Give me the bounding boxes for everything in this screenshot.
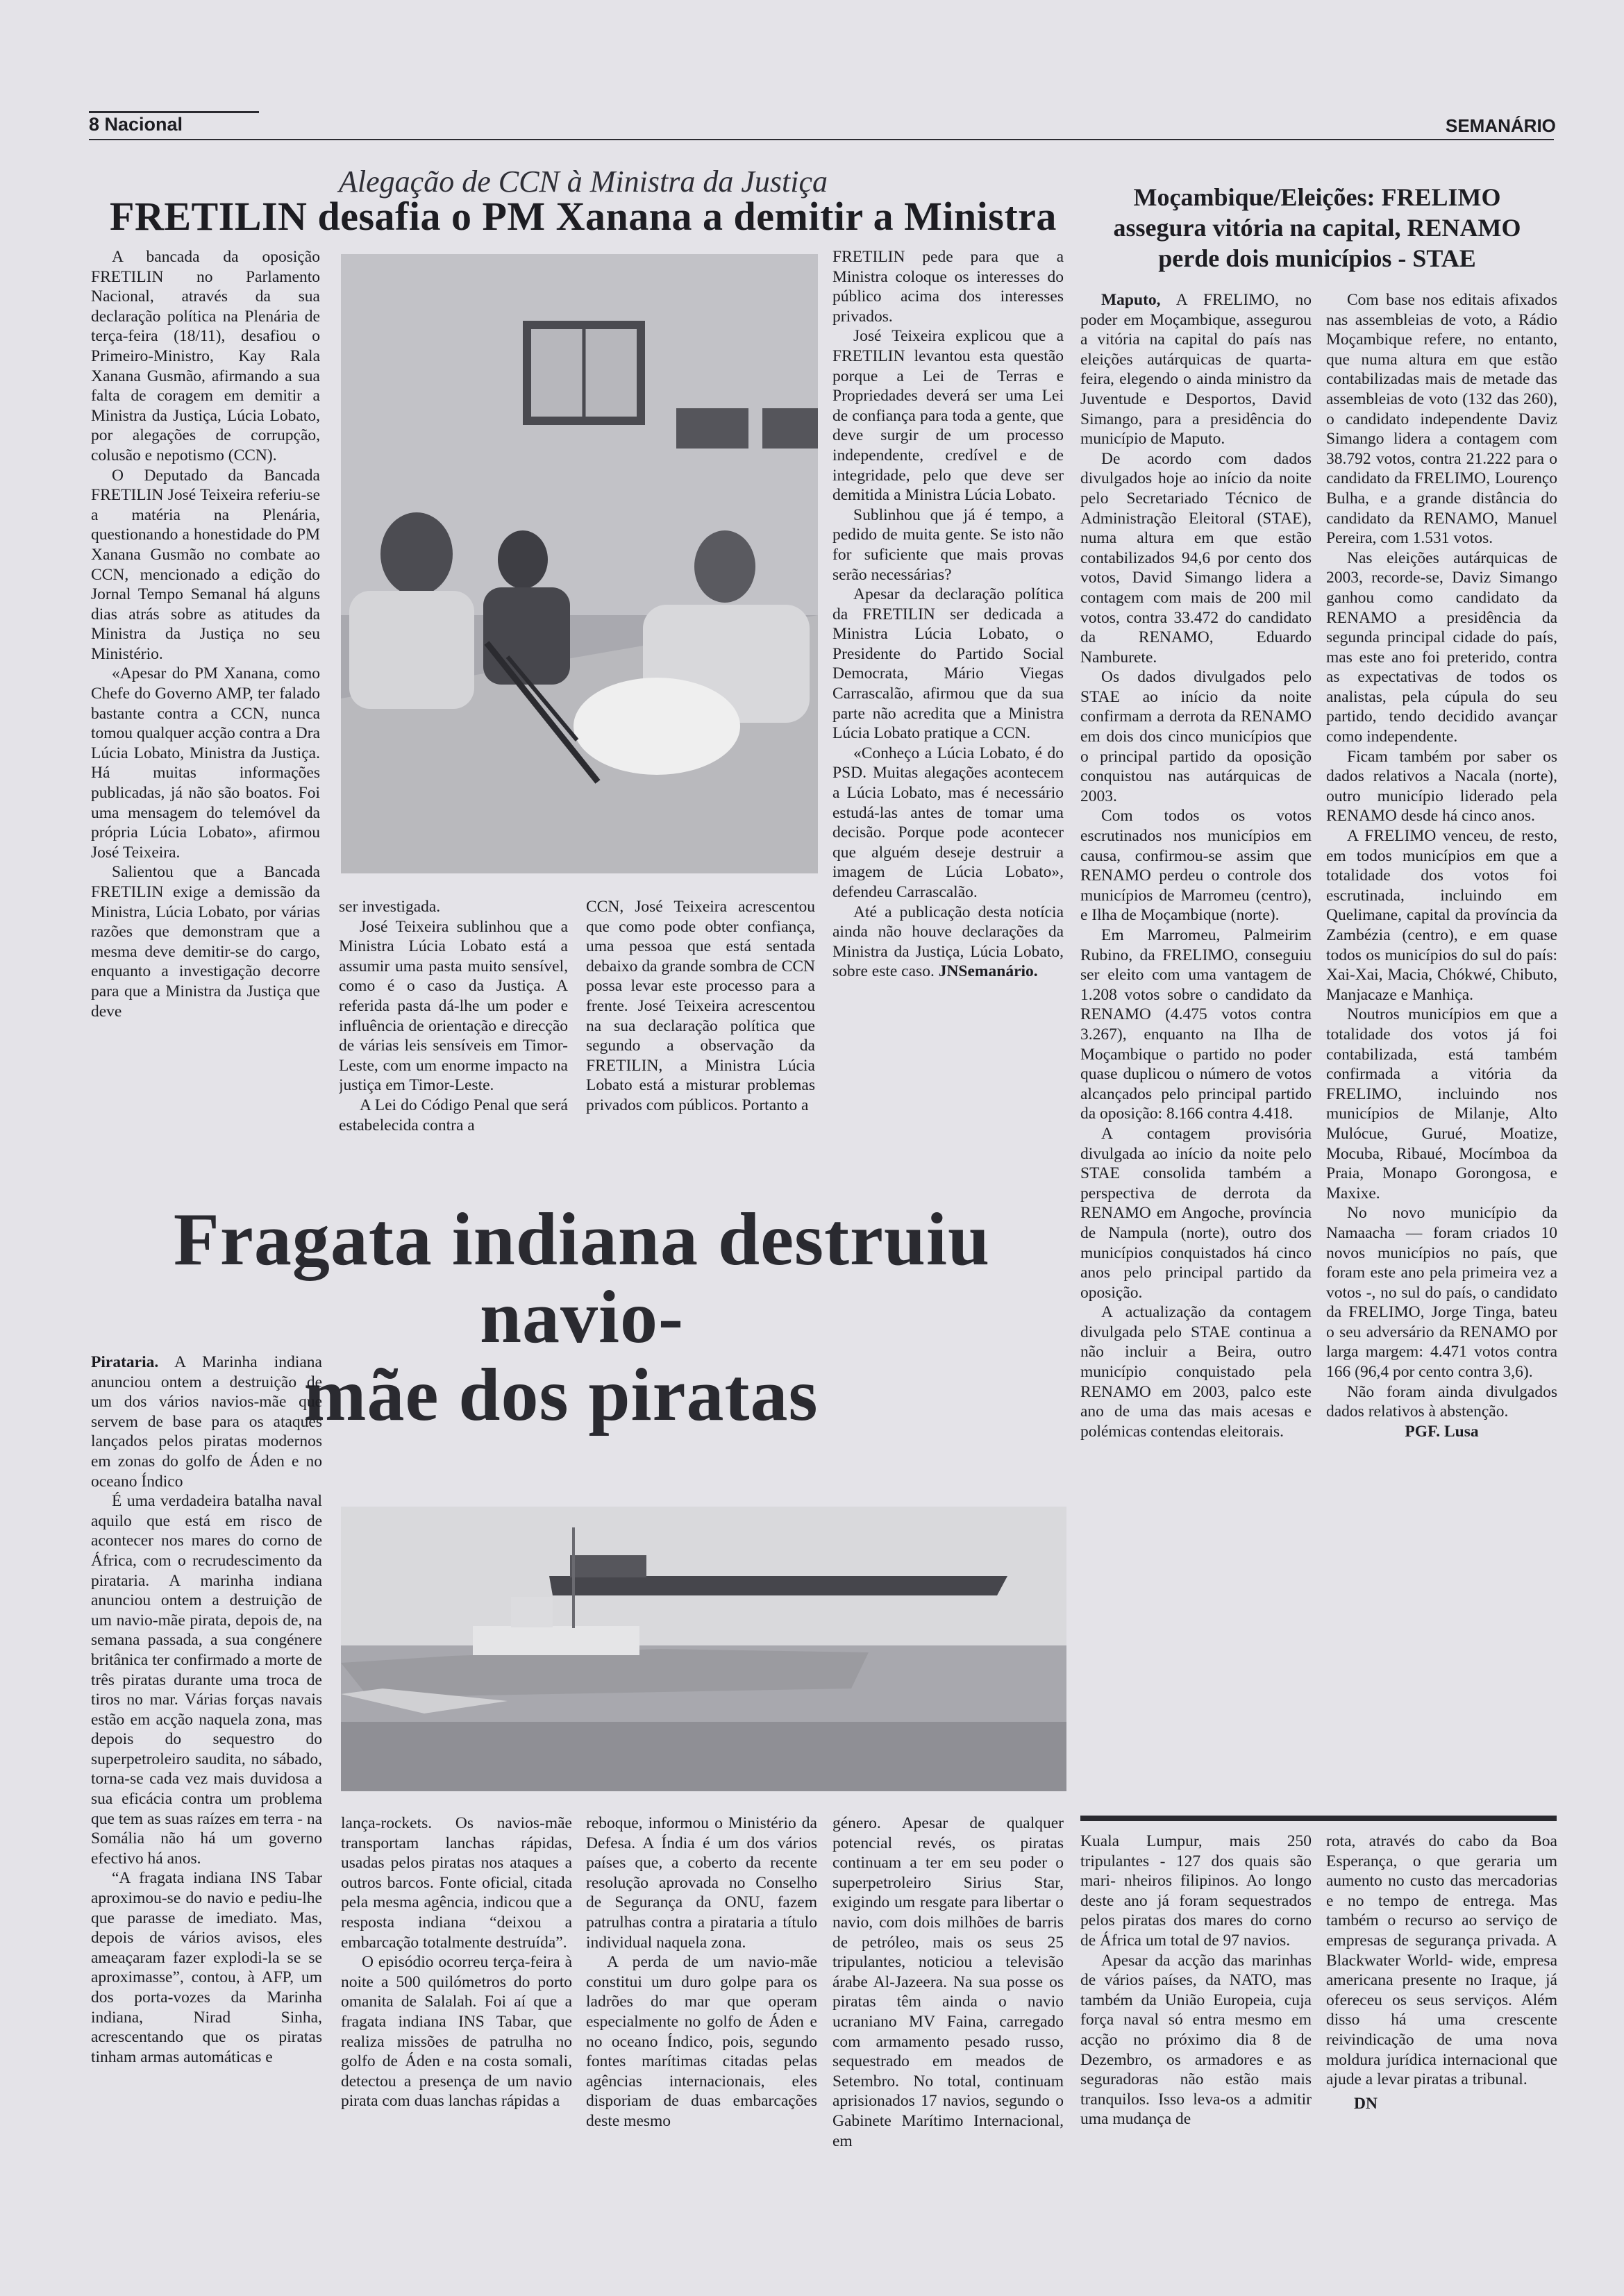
article2-headline (1078, 182, 1557, 274)
paragraph: «Apesar do PM Xanana, como Chefe do Governo AMP, ter falado bastante contra a CCN, nunca tomou qualquer acção contra a Dra Lúcia Lobato, Ministra da Justiça. Há muitas informações publicadas, já não são boatos. Foi uma mensagem do telemóvel da própria Lúcia Lobato», afirmou José Teixeira. (91, 664, 320, 862)
article1-headline: FRETILIN desafia o PM Xanana a demitir a Ministra (110, 194, 1057, 239)
paragraph: Pirataria. A Marinha indiana anunciou ontem a destruição de um dos vários navios-mãe que servem de base para os ataques lançados pelos piratas modernos em zonas do golfo de Áden e no oceano Índico (91, 1353, 322, 1491)
paragraph: A actualização da contagem divulgada pelo STAE continua a não incluir a Beira, outro município conquistado pela RENAMO em 2003, palco este ano de uma das mais acesas e polémicas contendas eleitorais. (1080, 1303, 1312, 1441)
article1-col4 (832, 247, 1064, 1182)
paragraph: O episódio ocorreu terça-feira à noite a 500 quilómetros do porto omanita de Salalah. Foi aí que a fragata indiana INS Tabar, que realiza missões de patrulha no golfo de Áden e na costa somali, detectou a presença de um navio pirata com duas lanchas rápidas a (341, 1953, 572, 2111)
meeting-photo-graphic (341, 254, 818, 873)
paragraph: “A fragata indiana INS Tabar aproximou-se do navio e pediu-lhe que parasse de imediato. Mas, depois de vários avisos, eles ameaçaram fazer explodi-la se se aproximasse”, contou, à AFP, um dos porta-vozes da Marinha indiana, Nirad Sinha, acrescentando que os piratas tinham armas automáticas e (91, 1869, 322, 2066)
paragraph: «Conheço a Lúcia Lobato, é do PSD. Muitas alegações acontecem a Lúcia Lobato, mas é necessário estudá-las antes de tomar uma decisão. Porque pode acontecer que alguém deseje destruir a imagem de Lúcia Lobato», defendeu Carrascalão. (832, 744, 1064, 901)
paragraph: Apesar da acção das marinhas de vários países, da NATO, mas também da União Europeia, cuja força naval só entra mesmo em acção no próximo dia 8 de Dezembro, os armadores e as seguradoras não estão mais tranquilos. Isso leva-os a admitir uma mudança de (1080, 1951, 1312, 2129)
paragraph: O Deputado da Bancada FRETILIN José Teixeira referiu-se a matéria na Plenária, questionando a honestidade do PM Xanana Gusmão no combate ao CCN, mencionado a edição do Jornal Tempo Semanal há alguns dias atrás sobre as atitudes da Ministra da Justiça no seu Ministério. (91, 466, 320, 663)
article1-signature: JNSemanário. (938, 962, 1038, 981)
paragraph: Sublinhou que já é tempo, a pedido de muita gente. Se isto não for suficiente que mais provas serão necessárias? (832, 505, 1064, 584)
paragraph: A Lei do Código Penal que será estabelecida contra a (339, 1096, 568, 1134)
paragraph: De acordo com dados divulgados hoje ao início da noite pelo Secretariado Técnico de Administração Eleitoral (STAE), numa altura em que estão contabilizados 94,6 por cento dos votos, David Simango lidera a contagem com mais de 200 mil votos, contra 33.472 do candidato da RENAMO, Eduardo Namburete. (1080, 449, 1312, 667)
article1-col3 (586, 897, 815, 1182)
article1-kicker: Alegação de CCN à Ministra da Justiça (339, 165, 828, 199)
article2-col1 (1080, 290, 1312, 1807)
paragraph: Até a publicação desta notícia ainda não houve declarações da Ministra da Justiça, Lúcia Lobato, sobre este caso. JNSemanário. (832, 903, 1064, 981)
article3-col1 (91, 1352, 322, 2205)
article3-col2 (341, 1813, 572, 2205)
paragraph: Kuala Lumpur, mais 250 tripulantes - 127 dos quais são mari- nheiros filipinos. Ao longo deste ano já foram sequestrados pelos piratas dos mares do corno de África um total de 97 navios. (1080, 1832, 1312, 1950)
paragraph: ser investigada. (339, 898, 441, 916)
bottom-right-rule (1080, 1816, 1557, 1821)
paragraph: José Teixeira explicou que a FRETILIN levantou esta questão porque a Lei de Terras e Propriedades deverá ser uma Lei de confiança para toda a gente, que deve surgir de um processo independente, credível e de integridade, pelo que deve ser demitida a Ministra Lúcia Lobato. (832, 327, 1064, 505)
header-rule (89, 139, 1554, 140)
paragraph: A perda de um navio-mãe constitui um duro golpe para os ladrões do mar que operam especialmente no golfo de Áden e no oceano Índico, pois, segundo fontes marítimas citadas pelas agências internacionais, eles disporiam de duas embarcações deste mesmo (586, 1953, 817, 2130)
article2-lead: Maputo, (1101, 291, 1161, 309)
paragraph: Ficam também por saber os dados relativos a Nacala (norte), outro município liderado pela RENAMO desde há cinco anos. (1326, 747, 1557, 826)
paragraph: José Teixeira sublinhou que a Ministra Lúcia Lobato está a assumir uma pasta muito sensível, como é o caso da Justiça. A referida pasta dá-lhe um poder e influência de orientação e direcção de várias leis sensíveis em Timor-Leste, com um enorme impacto na justiça em Timor-Leste. (339, 917, 568, 1095)
article2-signature: PGF. Lusa (1405, 1422, 1479, 1441)
paragraph: No novo município da Namaacha — foram criados 10 novos municípios no país, que foram este ano pela primeira vez a votos -, no sul do país, o candidato da FRELIMO, Jorge Tinga, bateu o seu adversário da RENAMO por larga margem: 4.471 votos contra 166 (96,4 por cento contra 3,6). (1326, 1204, 1557, 1382)
paragraph: A contagem provisória divulgada ao início da noite pelo STAE consolida também a perspectiva de derrota da RENAMO em Angoche, província de Nampula (norte), outro dos municípios conquistados há cinco anos pelo principal partido da oposição. (1080, 1124, 1312, 1302)
paragraph: CCN, José Teixeira acrescentou que como pode obter confiança, uma pessoa que está sentada debaixo da grande sombra de CCN possa levar este processo para a frente. José Teixeira acrescentou na sua declaração política que segundo a observação da FRETILIN, a Ministra Lúcia Lobato está a misturar problemas privados com públicos. Portanto a (586, 898, 815, 1114)
paragraph: rota, através do cabo da Boa Esperança, o que geraria um aumento no custo das mercadorias e no tempo de entrega. Mas também o recurso ao serviço de empresas de segurança privada. A Blackwater World- wide, empresa americana presente no Iraque, já ofereceu os seus serviços. Além disso há uma crescente reivindicação de uma nova moldura jurídica internacional que ajude a levar piratas a tribunal. (1326, 1832, 1557, 2089)
section-rule (89, 111, 259, 113)
paragraph: reboque, informou o Ministério da Defesa. A Índia é um dos vários países que, a coberto da recente resolução aprovada no Conselho de Segurança da ONU, fazem patrulhas contra a pirataria a título individual naquela zona. (586, 1814, 817, 1952)
paragraph: Nas eleições autárquicas de 2003, recorde-se, Daviz Simango ganhou como candidato da RENAMO a presidência da segunda principal cidade do país, mas este ano foi preterido, contra as expectativas de todos os analistas, pela cúpula do seu partido, tendo decidido avançar como independente. (1326, 548, 1557, 746)
paragraph: lança-rockets. Os navios-mãe transportam lanchas rápidas, usadas pelos piratas nos ataques a outros barcos. Fonte oficial, citada pela mesma agência, indicou que a resposta indiana “deixou a embarcação totalmente destruída”. (341, 1814, 572, 1952)
section-label: 8 Nacional (89, 114, 183, 135)
ship-photo (341, 1507, 1066, 1791)
paragraph: Com base nos editais afixados nas assembleias de voto, a Rádio Moçambique refere, no entanto, que numa altura em que estão contabilizadas mais de metade das assembleias de voto (132 das 260), o candidato independente Daviz Simango lidera a contagem com 38.792 votos, contra 21.222 para o candidato da FRELIMO, Lourenço Bulha, e a grande distância do candidato da RENAMO, Manuel Pereira, com 1.531 votos. (1326, 291, 1557, 548)
article3-signature: DN (1354, 2094, 1378, 2113)
headline-line: perde dois municípios - STAE (1158, 244, 1476, 272)
meeting-photo (341, 254, 818, 873)
paragraph: Noutros municípios em que a totalidade dos votos já foi contabilizada, está também confirmada a vitória da FRELIMO, incluindo nos municípios de Milanje, Alto Mulócue, Gurué, Moatize, Mocuba, Ribaué, Mocímboa da Praia, Monapo Gorongosa, e Maxixe. (1326, 1005, 1557, 1203)
headline-line: Fragata indiana destruiu navio- (173, 1198, 991, 1359)
headline-line: mãe dos piratas (303, 1354, 819, 1436)
paragraph: Maputo, A FRELIMO, no poder em Moçambique, assegurou a vitória na capital do país nas eleições autárquicas de quarta-feira, elegendo o ainda ministro da Juventude e Desportos, David Simango, para a presidência do município de Maputo. (1080, 291, 1312, 449)
paragraph: Com todos os votos escrutinados nos municípios em causa, confirmou-se assim que RENAMO perdeu o controle dos municípios de Marromeu (centro), e Ilha de Moçambique (norte). (1080, 807, 1312, 925)
article3-col3 (586, 1813, 817, 2205)
paragraph: género. Apesar de qualquer potencial revés, os piratas continuam a ter em seu poder o superpetroleiro Sirius Star, exigindo um resgate para libertar o navio, com dois milhões de barris de petróleo, mais os seus 25 tripulantes, noticiou a televisão árabe Al-Jazeera. Na sua posse os piratas têm ainda o navio ucraniano MV Faina, carregado com armamento pesado russo, sequestrado em meados de Setembro. No total, continuam aprisionados 17 navios, segundo o Gabinete Marítimo Internacional, em (832, 1814, 1064, 2150)
paragraph: Em Marromeu, Palmeirim Rubino, da FRELIMO, conseguiu ser eleito com uma vantagem de 1.208 votos sobre o candidato da RENAMO (4.475 votos contra 3.267), enquanto na Ilha de Moçambique o partido no poder quase duplicou o número de votos alcançados pelo principal partido da oposição: 8.166 contra 4.418. (1080, 926, 1312, 1123)
article2-col2 (1326, 290, 1557, 1807)
headline-line: assegura vitória na capital, RENAMO (1113, 214, 1521, 242)
article3-lead: Pirataria. (91, 1353, 159, 1371)
paragraph: Apesar da declaração política da FRETILIN ser dedicada a Ministra Lúcia Lobato, o Presidente do Partido Social Democrata, Mário Viegas Carrascalão, afirmou que da sua parte não acredita que a Ministra Lúcia Lobato pratique a CCN. (832, 585, 1064, 743)
paper-name: SEMANÁRIO (1446, 115, 1556, 136)
article3-col4 (832, 1813, 1064, 2205)
ship-photo-graphic (341, 1507, 1066, 1791)
paragraph: A bancada da oposição FRETILIN no Parlamento Nacional, através da sua declaração política na Plenária de terça-feira (18/11), desafiou o Primeiro-Ministro, Kay Rala Xanana Gusmão, afirmando a sua falta de coragem em demitir a Ministra da Justiça, Lúcia Lobato, por alegações de corrupção, colusão e nepotismo (CCN). (91, 248, 320, 464)
paragraph: Salientou que a Bancada FRETILIN exige a demissão da Ministra, Lúcia Lobato, por várias razões que demonstram que a mesma deve demitir-se do cargo, enquanto a investigação decorre para que a Ministra da Justiça que deve (91, 863, 320, 1021)
article3-col5 (1080, 1832, 1312, 2205)
paragraph: A FRELIMO venceu, de resto, em todos municípios em que a totalidade dos votos foi escrutinada, incluindo em Quelimane, capital da província da Zambézia (centro), e em quase todos os municípios do sul do país: Xai-Xai, Macia, Chókwé, Chibuto, Manjacaze e Manhiça. (1326, 827, 1557, 1004)
paragraph: Não foram ainda divulgados dados relativos à abstenção. (1326, 1382, 1557, 1421)
article3-col6 (1326, 1832, 1557, 2205)
article1-col2 (339, 897, 568, 1182)
paragraph: FRETILIN pede para que a Ministra coloque os interesses do público acima dos interesses privados. (832, 248, 1064, 326)
article1-col1 (91, 247, 320, 1181)
paragraph: É uma verdadeira batalha naval aquilo que está em risco de acontecer nos mares do corno de África, com o recrudescimento da pirataria. A marinha indiana anunciou ontem a destruição de um navio-mãe pirata, depois de, na semana passada, a sua congénere britânica ter confirmado a morte de três piratas durante uma troca de tiros no mar. Várias forças navais estão em acção naquela zona, mas depois do sequestro do superpetroleiro saudita, no sábado, torna-se cada vez mais duvidosa a sua eficácia contra um problema que tem as suas raízes em terra - na Somália não há um governo efectivo há anos. (91, 1492, 322, 1868)
headline-line: Moçambique/Eleições: FRELIMO (1133, 183, 1501, 211)
paragraph: Os dados divulgados pelo STAE ao início da noite confirmam a derrota da RENAMO em dois dos cinco municípios que o principal partido da oposição conquistou nas autárquicas de 2003. (1080, 668, 1312, 805)
